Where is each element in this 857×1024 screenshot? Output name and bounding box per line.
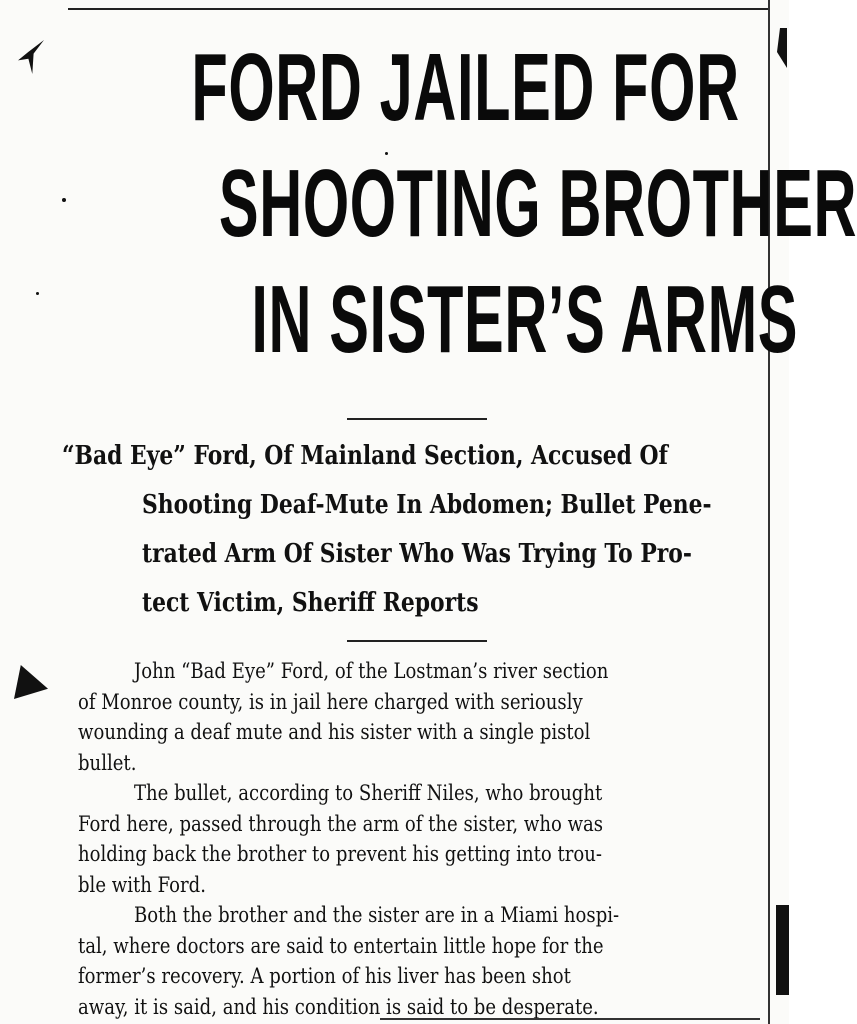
body-line: bullet. [78, 750, 137, 775]
headline-line: SHOOTING BROTHER [218, 150, 857, 257]
subheadline-deck [62, 432, 762, 628]
print-smudge [14, 665, 48, 699]
body-line: John “Bad Eye” Ford, of the Lostman’s river section [134, 659, 609, 683]
headline-line: FORD JAILED FOR [191, 34, 740, 141]
deck-line: “Bad Eye” Ford, Of Mainland Section, Accused Of [62, 441, 668, 471]
headline [40, 30, 857, 378]
body-line: former’s recovery. A portion of his liver has been shot [78, 964, 571, 988]
body-line: ble with Ford. [78, 872, 206, 897]
body-line: tal, where doctors are said to entertain little hope for the [78, 933, 604, 958]
section-divider [347, 640, 487, 642]
top-column-rule [68, 8, 770, 10]
deck-line: tect Victim, Sheriff Reports [142, 588, 479, 618]
headline-line: IN SISTER’S ARMS [251, 266, 799, 373]
body-line: wounding a deaf mute and his sister with a single pistol [78, 720, 591, 744]
bottom-rule [380, 1018, 760, 1020]
body-line: holding back the brother to prevent his getting into trou- [78, 842, 602, 866]
body-line: Ford here, passed through the arm of the sister, who was [78, 811, 604, 836]
print-speck [36, 292, 39, 295]
deck-line: Shooting Deaf-Mute In Abdomen; Bullet Pene- [142, 490, 712, 520]
body-line: Both the brother and the sister are in a Miami hospi- [134, 903, 620, 927]
adjacent-column-fragment-bottom [776, 905, 789, 995]
body-line: The bullet, according to Sheriff Niles, who brought [134, 781, 603, 805]
section-divider [347, 418, 487, 420]
body-line: of Monroe county, is in jail here charged with seriously [78, 689, 583, 714]
article-body [78, 656, 768, 1022]
deck-line: trated Arm Of Sister Who Was Trying To Pro- [142, 539, 692, 569]
adjacent-column-fragment [777, 28, 787, 68]
body-line: away, it is said, and his condition is said to be desperate. [78, 994, 599, 1019]
